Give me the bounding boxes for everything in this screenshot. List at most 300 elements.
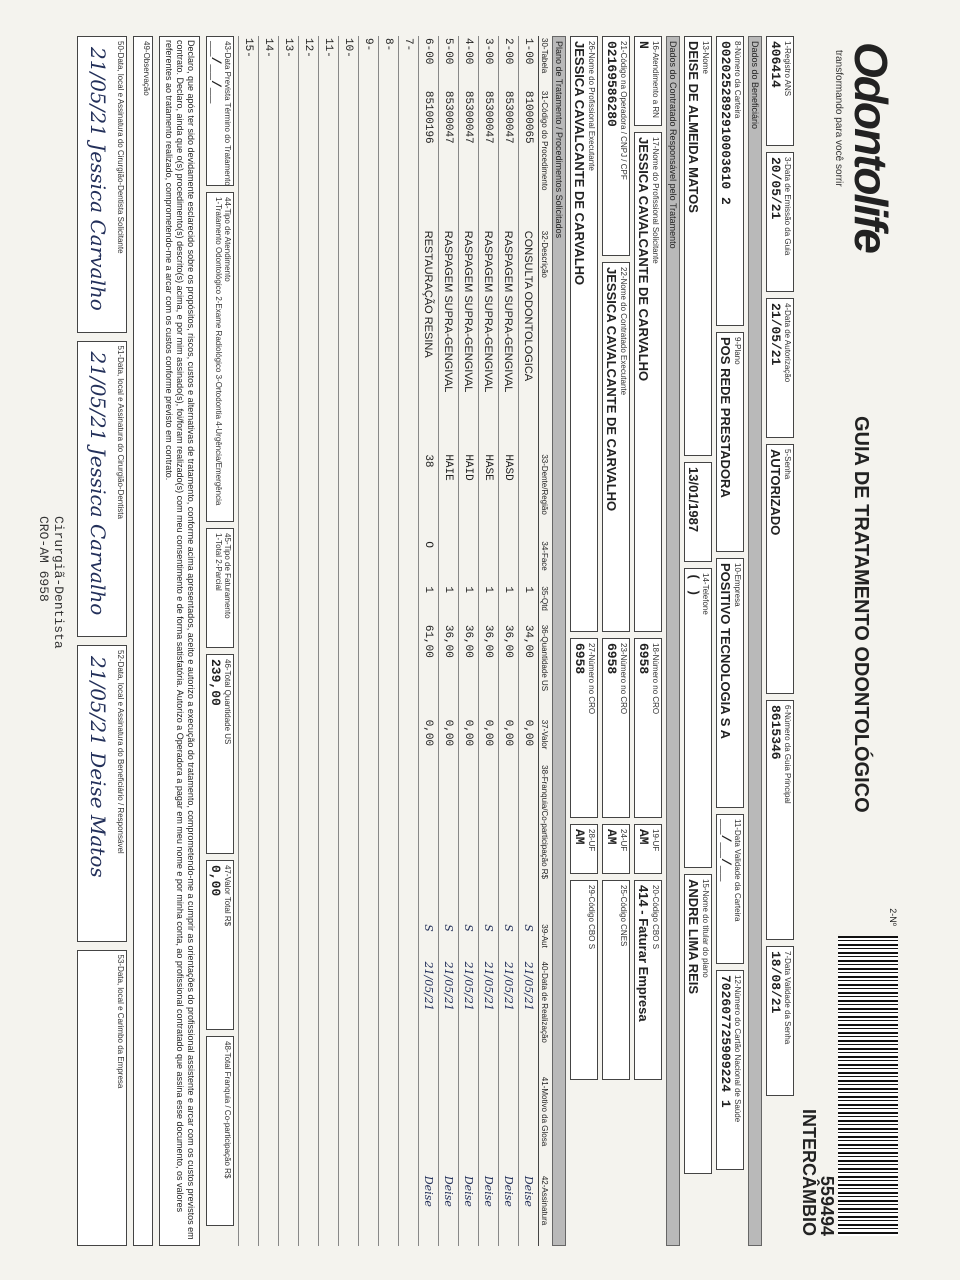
sig-solicitante-handwriting: 21/05/21 Jessica Carvalho (86, 47, 110, 311)
uf2-value: AM (604, 829, 619, 845)
total-franquia-field[interactable] (206, 1036, 234, 1226)
cbo3-field[interactable] (570, 880, 598, 1080)
procedure-cell-us[interactable]: 61,00 (419, 623, 439, 718)
procedure-cell-assinatura[interactable] (379, 1174, 399, 1246)
procedure-cell-valor[interactable] (239, 718, 259, 763)
procedure-cell-qtd[interactable]: 1 (519, 584, 539, 622)
table-row (379, 36, 399, 1246)
procedure-cell-valor[interactable]: 0,00 (439, 718, 459, 763)
procedures-col-header: 40-Data de Realização (539, 960, 551, 1075)
procedure-cell-codigo[interactable]: 85300047 (459, 89, 479, 229)
procedure-cell-valor[interactable] (399, 718, 419, 763)
procedure-cell-face[interactable] (379, 539, 399, 584)
procedure-cell-valor[interactable] (359, 718, 379, 763)
procedure-cell-descricao[interactable]: RASPAGEM SUPRA-GENGIVAL (499, 229, 519, 453)
uf-value: AM (636, 829, 651, 845)
cns-field[interactable] (716, 970, 744, 1170)
procedure-cell-aut[interactable] (239, 922, 259, 959)
procedure-cell-qtd[interactable] (259, 584, 279, 622)
procedure-cell-tabela[interactable] (479, 36, 499, 89)
total-us-field[interactable] (206, 654, 234, 854)
procedure-cell-franquia[interactable] (359, 763, 379, 922)
procedure-cell-aut[interactable] (339, 922, 359, 959)
procedure-cell-descricao[interactable] (299, 229, 319, 453)
procedure-cell-us[interactable]: 36,00 (499, 623, 519, 718)
section-procedimentos: Plano de Tratamento / Procedimentos Solicitados (552, 36, 566, 1246)
procedure-cell-dente[interactable]: HAIE (439, 452, 459, 539)
procedure-cell-franquia[interactable] (239, 763, 259, 922)
procedure-cell-dente[interactable] (379, 452, 399, 539)
tipo-atendimento-options: 1-Tratamento Odontológico 2-Exame Radiológico 3-Ortodontia 4-Urgência/Emergência (214, 197, 223, 506)
uf3-label: 28-UF (587, 829, 596, 852)
row-executante (602, 36, 630, 1246)
procedure-cell-data[interactable]: 21/05/21 (499, 960, 519, 1075)
procedure-cell-data[interactable] (319, 960, 339, 1075)
procedure-cell-descricao[interactable]: RESTAURAÇÃO RESINA (419, 229, 439, 453)
procedure-cell-franquia[interactable] (519, 763, 539, 922)
procedure-cell-tabela[interactable] (459, 36, 479, 89)
procedure-cell-assinatura[interactable]: Deise (459, 1174, 479, 1246)
codigo-operadora-field[interactable] (602, 36, 630, 256)
row-number: 12- (302, 38, 315, 58)
procedure-cell-assinatura[interactable]: Deise (479, 1174, 499, 1246)
table-row (499, 36, 519, 1246)
procedure-cell-face[interactable] (459, 539, 479, 584)
telefone-value: ( ) (686, 573, 701, 597)
data-autorizacao-field[interactable] (766, 298, 794, 438)
procedure-cell-dente[interactable]: HAID (459, 452, 479, 539)
procedures-col-header: 31-Código do Procedimento (539, 89, 551, 229)
row-number: 1- (522, 38, 535, 52)
procedure-cell-franquia[interactable] (319, 763, 339, 922)
procedure-cell-franquia[interactable] (419, 763, 439, 922)
row-number: 13- (282, 38, 295, 58)
procedure-cell-dente[interactable] (339, 452, 359, 539)
procedure-cell-valor[interactable] (339, 718, 359, 763)
procedure-cell-glosa[interactable] (459, 1075, 479, 1174)
row-number: 8- (382, 38, 395, 52)
procedure-cell-assinatura[interactable]: Deise (499, 1174, 519, 1246)
row-number: 7- (402, 38, 415, 52)
procedure-cell-codigo[interactable] (279, 89, 299, 229)
procedure-cell-aut[interactable]: S (499, 922, 519, 959)
contratado-exec-field[interactable] (602, 262, 630, 632)
procedure-cell-assinatura[interactable] (359, 1174, 379, 1246)
procedure-cell-codigo[interactable] (319, 89, 339, 229)
cro2-field[interactable] (602, 638, 630, 818)
procedure-cell-face[interactable] (339, 539, 359, 584)
procedure-cell-assinatura[interactable] (259, 1174, 279, 1246)
procedure-cell-codigo[interactable]: 81000065 (519, 89, 539, 229)
procedure-cell-data[interactable]: 21/05/21 (459, 960, 479, 1075)
table-row (359, 36, 379, 1246)
procedure-cell-valor[interactable]: 0,00 (479, 718, 499, 763)
cro3-label: 27-Número no CRO (587, 643, 596, 715)
procedure-cell-dente[interactable] (519, 452, 539, 539)
dentist-stamp (36, 516, 66, 649)
tipo-faturamento-field[interactable] (206, 528, 234, 648)
procedure-cell-assinatura[interactable] (399, 1174, 419, 1246)
tipo-atendimento-field[interactable] (206, 192, 234, 522)
procedure-cell-data[interactable] (239, 960, 259, 1075)
procedure-tabela: 00 (522, 51, 535, 65)
procedure-cell-glosa[interactable] (319, 1075, 339, 1174)
procedure-cell-qtd[interactable] (239, 584, 259, 622)
tipo-faturamento-options: 1-Total 2-Parcial (214, 533, 223, 591)
registro-ans-value: 406414 (768, 41, 783, 88)
data-autorizacao-value: 21/05/21 (768, 303, 783, 366)
procedure-cell-qtd[interactable] (319, 584, 339, 622)
titular-field[interactable] (684, 874, 712, 1174)
procedure-cell-face[interactable] (479, 539, 499, 584)
procedure-cell-data[interactable]: 21/05/21 (519, 960, 539, 1075)
procedure-cell-aut[interactable] (299, 922, 319, 959)
validade-senha-field[interactable] (766, 946, 794, 1096)
procedure-cell-qtd[interactable] (379, 584, 399, 622)
procedure-cell-franquia[interactable] (279, 763, 299, 922)
procedure-cell-qtd[interactable] (359, 584, 379, 622)
procedure-cell-valor[interactable] (279, 718, 299, 763)
row-registro (766, 36, 794, 1246)
procedure-cell-codigo[interactable]: 85300047 (479, 89, 499, 229)
procedures-col-header: 35-Qtd (539, 584, 551, 622)
procedure-cell-franquia[interactable] (439, 763, 459, 922)
procedure-cell-tabela[interactable] (279, 36, 299, 89)
procedure-cell-tabela[interactable] (299, 36, 319, 89)
procedure-cell-face[interactable] (279, 539, 299, 584)
procedures-col-header: 38-Franquia/Co-participação R$ (539, 763, 551, 922)
cnes-field[interactable] (602, 880, 630, 1080)
procedure-cell-descricao[interactable]: CONSULTA ODONTOLOGICA (519, 229, 539, 453)
procedure-cell-us[interactable] (239, 623, 259, 718)
procedure-cell-face[interactable] (319, 539, 339, 584)
procedure-cell-franquia[interactable] (299, 763, 319, 922)
procedure-cell-glosa[interactable] (499, 1075, 519, 1174)
procedure-cell-glosa[interactable] (279, 1075, 299, 1174)
procedure-cell-us[interactable]: 36,00 (459, 623, 479, 718)
data-autorizacao-label: 4-Data de Autorização (783, 303, 792, 383)
procedure-cell-qtd[interactable]: 1 (439, 584, 459, 622)
atendimento-rn-field[interactable] (634, 36, 662, 126)
procedure-cell-glosa[interactable] (479, 1075, 499, 1174)
total-franquia-label: 48-Total Franquia / Co-participação R$ (223, 1041, 232, 1179)
procedure-cell-qtd[interactable] (299, 584, 319, 622)
procedure-cell-assinatura[interactable]: Deise (439, 1174, 459, 1246)
procedure-cell-us[interactable] (279, 623, 299, 718)
nome-field[interactable] (684, 36, 712, 456)
procedure-cell-aut[interactable] (259, 922, 279, 959)
procedure-cell-valor[interactable]: 0,00 (419, 718, 439, 763)
valor-total-value: 0,00 (208, 865, 223, 897)
procedure-cell-us[interactable]: 36,00 (439, 623, 459, 718)
procedure-cell-franquia[interactable] (339, 763, 359, 922)
procedure-cell-assinatura[interactable]: Deise (519, 1174, 539, 1246)
procedure-cell-glosa[interactable] (359, 1075, 379, 1174)
procedures-header-row (539, 36, 551, 1246)
procedure-cell-aut[interactable] (319, 922, 339, 959)
procedures-body (239, 36, 539, 1246)
titular-label: 15-Nome do titular do plano (701, 879, 710, 978)
procedure-cell-descricao[interactable] (399, 229, 419, 453)
procedure-cell-valor[interactable] (319, 718, 339, 763)
procedure-cell-codigo[interactable]: 85300047 (499, 89, 519, 229)
procedure-cell-descricao[interactable]: RASPAGEM SUPRA-GENGIVAL (459, 229, 479, 453)
procedure-cell-assinatura[interactable]: Deise (419, 1174, 439, 1246)
procedure-cell-tabela[interactable] (239, 36, 259, 89)
sig-beneficiario[interactable] (77, 645, 127, 942)
procedure-cell-qtd[interactable]: 1 (419, 584, 439, 622)
procedure-cell-us[interactable] (399, 623, 419, 718)
procedure-cell-aut[interactable]: S (459, 922, 479, 959)
procedure-cell-assinatura[interactable] (339, 1174, 359, 1246)
empresa-value: POSITIVO TECNOLOGIA S A (718, 563, 733, 739)
procedure-cell-valor[interactable]: 0,00 (499, 718, 519, 763)
procedure-cell-aut[interactable]: S (519, 922, 539, 959)
cro-label: 18-Número no CRO (651, 643, 660, 715)
procedure-cell-face[interactable] (519, 539, 539, 584)
procedure-cell-descricao[interactable] (359, 229, 379, 453)
procedure-cell-face[interactable] (299, 539, 319, 584)
empresa-label: 10-Empresa (733, 563, 742, 607)
procedure-cell-codigo[interactable] (299, 89, 319, 229)
procedure-cell-tabela[interactable] (519, 36, 539, 89)
procedure-cell-dente[interactable]: HASE (479, 452, 499, 539)
valor-total-field[interactable] (206, 860, 234, 1030)
uf2-field[interactable] (602, 824, 630, 874)
procedure-cell-face[interactable] (499, 539, 519, 584)
procedure-cell-codigo[interactable] (259, 89, 279, 229)
procedure-tabela: 00 (462, 51, 475, 65)
procedure-cell-qtd[interactable]: 1 (499, 584, 519, 622)
procedure-cell-descricao[interactable] (259, 229, 279, 453)
procedure-cell-data[interactable]: 21/05/21 (439, 960, 459, 1075)
sig-dentista[interactable] (77, 341, 127, 638)
procedure-cell-aut[interactable]: S (479, 922, 499, 959)
procedure-cell-valor[interactable] (259, 718, 279, 763)
procedure-cell-valor[interactable] (379, 718, 399, 763)
empresa-field[interactable] (716, 558, 744, 808)
cro-field[interactable] (634, 638, 662, 818)
valor-total-label: 47-Valor Total R$ (223, 865, 232, 927)
procedure-cell-us[interactable] (359, 623, 379, 718)
procedure-cell-dente[interactable] (239, 452, 259, 539)
table-row (399, 36, 419, 1246)
table-row (519, 36, 539, 1246)
procedure-cell-dente[interactable]: HASD (499, 452, 519, 539)
procedure-cell-qtd[interactable] (339, 584, 359, 622)
profissional-sol-value: JESSICA CAVALCANTE DE CARVALHO (636, 137, 651, 382)
procedure-cell-tabela[interactable] (499, 36, 519, 89)
procedure-cell-us[interactable] (379, 623, 399, 718)
procedure-cell-data[interactable] (299, 960, 319, 1075)
procedure-cell-franquia[interactable] (479, 763, 499, 922)
contratado-exec-label: 22-Nome do Contratado Executante (619, 267, 628, 396)
row-number: 14- (262, 38, 275, 58)
termino-field[interactable] (206, 36, 234, 186)
procedure-cell-qtd[interactable] (399, 584, 419, 622)
cbo-field[interactable] (634, 880, 662, 1080)
procedure-cell-aut[interactable]: S (439, 922, 459, 959)
procedure-cell-descricao[interactable]: RASPAGEM SUPRA-GENGIVAL (439, 229, 459, 453)
procedure-cell-aut[interactable] (359, 922, 379, 959)
procedure-cell-us[interactable] (319, 623, 339, 718)
procedure-cell-assinatura[interactable] (319, 1174, 339, 1246)
procedure-cell-glosa[interactable] (339, 1075, 359, 1174)
logo-tagline: transformando para você sorrir (833, 50, 844, 187)
telefone-field[interactable] (684, 568, 712, 868)
procedure-cell-tabela[interactable] (259, 36, 279, 89)
procedure-cell-qtd[interactable]: 1 (479, 584, 499, 622)
procedure-cell-face[interactable] (239, 539, 259, 584)
uf2-label: 24-UF (619, 829, 628, 852)
procedure-cell-dente[interactable] (259, 452, 279, 539)
procedure-cell-us[interactable] (299, 623, 319, 718)
procedure-cell-glosa[interactable] (519, 1075, 539, 1174)
validade-senha-label: 7-Data Validade da Senha (783, 951, 792, 1045)
observacao-field[interactable] (133, 36, 153, 1246)
procedure-cell-codigo[interactable] (359, 89, 379, 229)
procedure-cell-franquia[interactable] (499, 763, 519, 922)
procedure-cell-us[interactable] (339, 623, 359, 718)
procedure-cell-data[interactable] (359, 960, 379, 1075)
uf3-field[interactable] (570, 824, 598, 874)
procedure-cell-data[interactable] (379, 960, 399, 1075)
procedure-cell-glosa[interactable] (379, 1075, 399, 1174)
procedure-cell-descricao[interactable] (379, 229, 399, 453)
procedure-cell-franquia[interactable] (459, 763, 479, 922)
procedure-cell-codigo[interactable]: 85100196 (419, 89, 439, 229)
uf-field[interactable] (634, 824, 662, 874)
procedure-cell-dente[interactable] (319, 452, 339, 539)
procedure-cell-glosa[interactable] (239, 1075, 259, 1174)
procedure-cell-glosa[interactable] (419, 1075, 439, 1174)
procedure-cell-assinatura[interactable] (299, 1174, 319, 1246)
procedure-cell-descricao[interactable] (339, 229, 359, 453)
procedure-cell-descricao[interactable] (319, 229, 339, 453)
registro-ans-field[interactable] (766, 36, 794, 146)
table-row (439, 36, 459, 1246)
profissional-sol-field[interactable] (634, 132, 662, 632)
procedure-cell-face[interactable] (259, 539, 279, 584)
stamp-line-1: Cirurgiã-Dentista (51, 516, 66, 649)
procedure-cell-data[interactable] (259, 960, 279, 1075)
procedure-cell-assinatura[interactable] (279, 1174, 299, 1246)
procedures-table (238, 36, 550, 1246)
nome-label: 13-Nome (701, 41, 710, 74)
procedure-cell-face[interactable] (359, 539, 379, 584)
procedure-cell-data[interactable] (279, 960, 299, 1075)
procedure-cell-tabela[interactable] (319, 36, 339, 89)
sig-dentista-label: 51-Data, local e Assinatura do Cirurgião-Dentista (116, 345, 125, 519)
procedure-cell-assinatura[interactable] (239, 1174, 259, 1246)
carteira-field[interactable] (716, 36, 744, 326)
procedure-cell-data[interactable]: 21/05/21 (419, 960, 439, 1075)
guia-principal-field[interactable] (766, 700, 794, 940)
senha-label: 5-Senha (783, 449, 792, 480)
procedure-cell-dente[interactable] (399, 452, 419, 539)
procedure-cell-valor[interactable] (299, 718, 319, 763)
procedure-cell-us[interactable]: 36,00 (479, 623, 499, 718)
table-row (339, 36, 359, 1246)
profissional-sol-label: 17-Nome do Profissional Solicitante (651, 137, 660, 264)
procedure-cell-tabela[interactable] (439, 36, 459, 89)
cns-label: 12-Número do Cartão Nacional de Saúde (733, 975, 742, 1123)
cro2-label: 23-Número no CRO (619, 643, 628, 715)
senha-field[interactable] (766, 444, 794, 694)
procedure-cell-descricao[interactable] (239, 229, 259, 453)
procedure-cell-valor[interactable]: 0,00 (519, 718, 539, 763)
sig-empresa[interactable] (77, 950, 127, 1247)
row-number: 9- (362, 38, 375, 52)
procedure-cell-descricao[interactable]: RASPAGEM SUPRA-GENGIVAL (479, 229, 499, 453)
procedure-cell-data[interactable]: 21/05/21 (479, 960, 499, 1075)
procedure-cell-face[interactable] (399, 539, 419, 584)
procedure-cell-us[interactable]: 34,00 (519, 623, 539, 718)
procedure-cell-glosa[interactable] (299, 1075, 319, 1174)
procedure-cell-aut[interactable] (279, 922, 299, 959)
table-row (459, 36, 479, 1246)
procedure-cell-descricao[interactable] (279, 229, 299, 453)
procedure-cell-codigo[interactable]: 85300047 (439, 89, 459, 229)
procedure-cell-tabela[interactable] (379, 36, 399, 89)
procedure-cell-aut[interactable] (399, 922, 419, 959)
procedure-cell-tabela[interactable] (339, 36, 359, 89)
section-beneficiario: Dados do Beneficiário (748, 36, 762, 1246)
cbo-value: 414 - Faturar Empresa (636, 885, 651, 1022)
procedure-cell-glosa[interactable] (439, 1075, 459, 1174)
procedure-cell-qtd[interactable] (279, 584, 299, 622)
procedure-cell-codigo[interactable] (239, 89, 259, 229)
total-us-label: 46-Total Quantidade US (223, 659, 232, 745)
procedure-cell-face[interactable] (439, 539, 459, 584)
procedure-cell-codigo[interactable] (379, 89, 399, 229)
procedure-cell-tabela[interactable] (399, 36, 419, 89)
procedure-cell-face[interactable]: O (419, 539, 439, 584)
senha-value: AUTORIZADO (768, 449, 783, 536)
plano-field[interactable] (716, 332, 744, 552)
procedure-cell-codigo[interactable] (399, 89, 419, 229)
procedure-cell-valor[interactable]: 0,00 (459, 718, 479, 763)
sig-solicitante[interactable] (77, 36, 127, 333)
cro2-value: 6958 (604, 643, 619, 675)
prof-exec-field[interactable] (570, 36, 598, 632)
declaration-text: Declaro, que após ter sido devidamente esclarecido sobre os propósitos, riscos, custos e alternativas de tratamento, conforme acima apresentados, aceito e autorizo a execução do tratamento, comprometendo-me a cumprir as orientações do profissional assistente e arcar com os custos previstos em contrato. Declaro, ainda que o(s) procedimento(s) descrito(s) acima, e por mim assinado(s), foi/foram realizado(s) com meu consentimento e de forma satisfatória. Autorizo a Operadora a pagar em meu nome e por minha conta, ao profissional contratado que assina esse documento, os valores referentes ao tratamento realizado, comprometendo-me a arcar com os custos conforme previsto em contrato. (159, 36, 200, 1246)
procedure-cell-franquia[interactable] (399, 763, 419, 922)
procedure-cell-franquia[interactable] (259, 763, 279, 922)
procedure-cell-data[interactable] (339, 960, 359, 1075)
procedure-cell-glosa[interactable] (259, 1075, 279, 1174)
table-row (259, 36, 279, 1246)
procedure-cell-us[interactable] (259, 623, 279, 718)
procedure-cell-dente[interactable] (359, 452, 379, 539)
procedure-cell-data[interactable] (399, 960, 419, 1075)
procedure-cell-tabela[interactable] (359, 36, 379, 89)
procedure-cell-tabela[interactable] (419, 36, 439, 89)
procedure-cell-aut[interactable]: S (419, 922, 439, 959)
procedure-cell-dente[interactable] (299, 452, 319, 539)
procedure-cell-dente[interactable]: 38 (419, 452, 439, 539)
procedure-cell-aut[interactable] (379, 922, 399, 959)
procedure-cell-dente[interactable] (279, 452, 299, 539)
validade-carteira-field[interactable] (716, 814, 744, 964)
cro3-field[interactable] (570, 638, 598, 818)
procedure-cell-glosa[interactable] (399, 1075, 419, 1174)
nascimento-field[interactable] (684, 462, 712, 562)
procedure-cell-codigo[interactable] (339, 89, 359, 229)
procedure-cell-franquia[interactable] (379, 763, 399, 922)
procedure-cell-qtd[interactable]: 1 (459, 584, 479, 622)
data-emissao-field[interactable] (766, 152, 794, 292)
